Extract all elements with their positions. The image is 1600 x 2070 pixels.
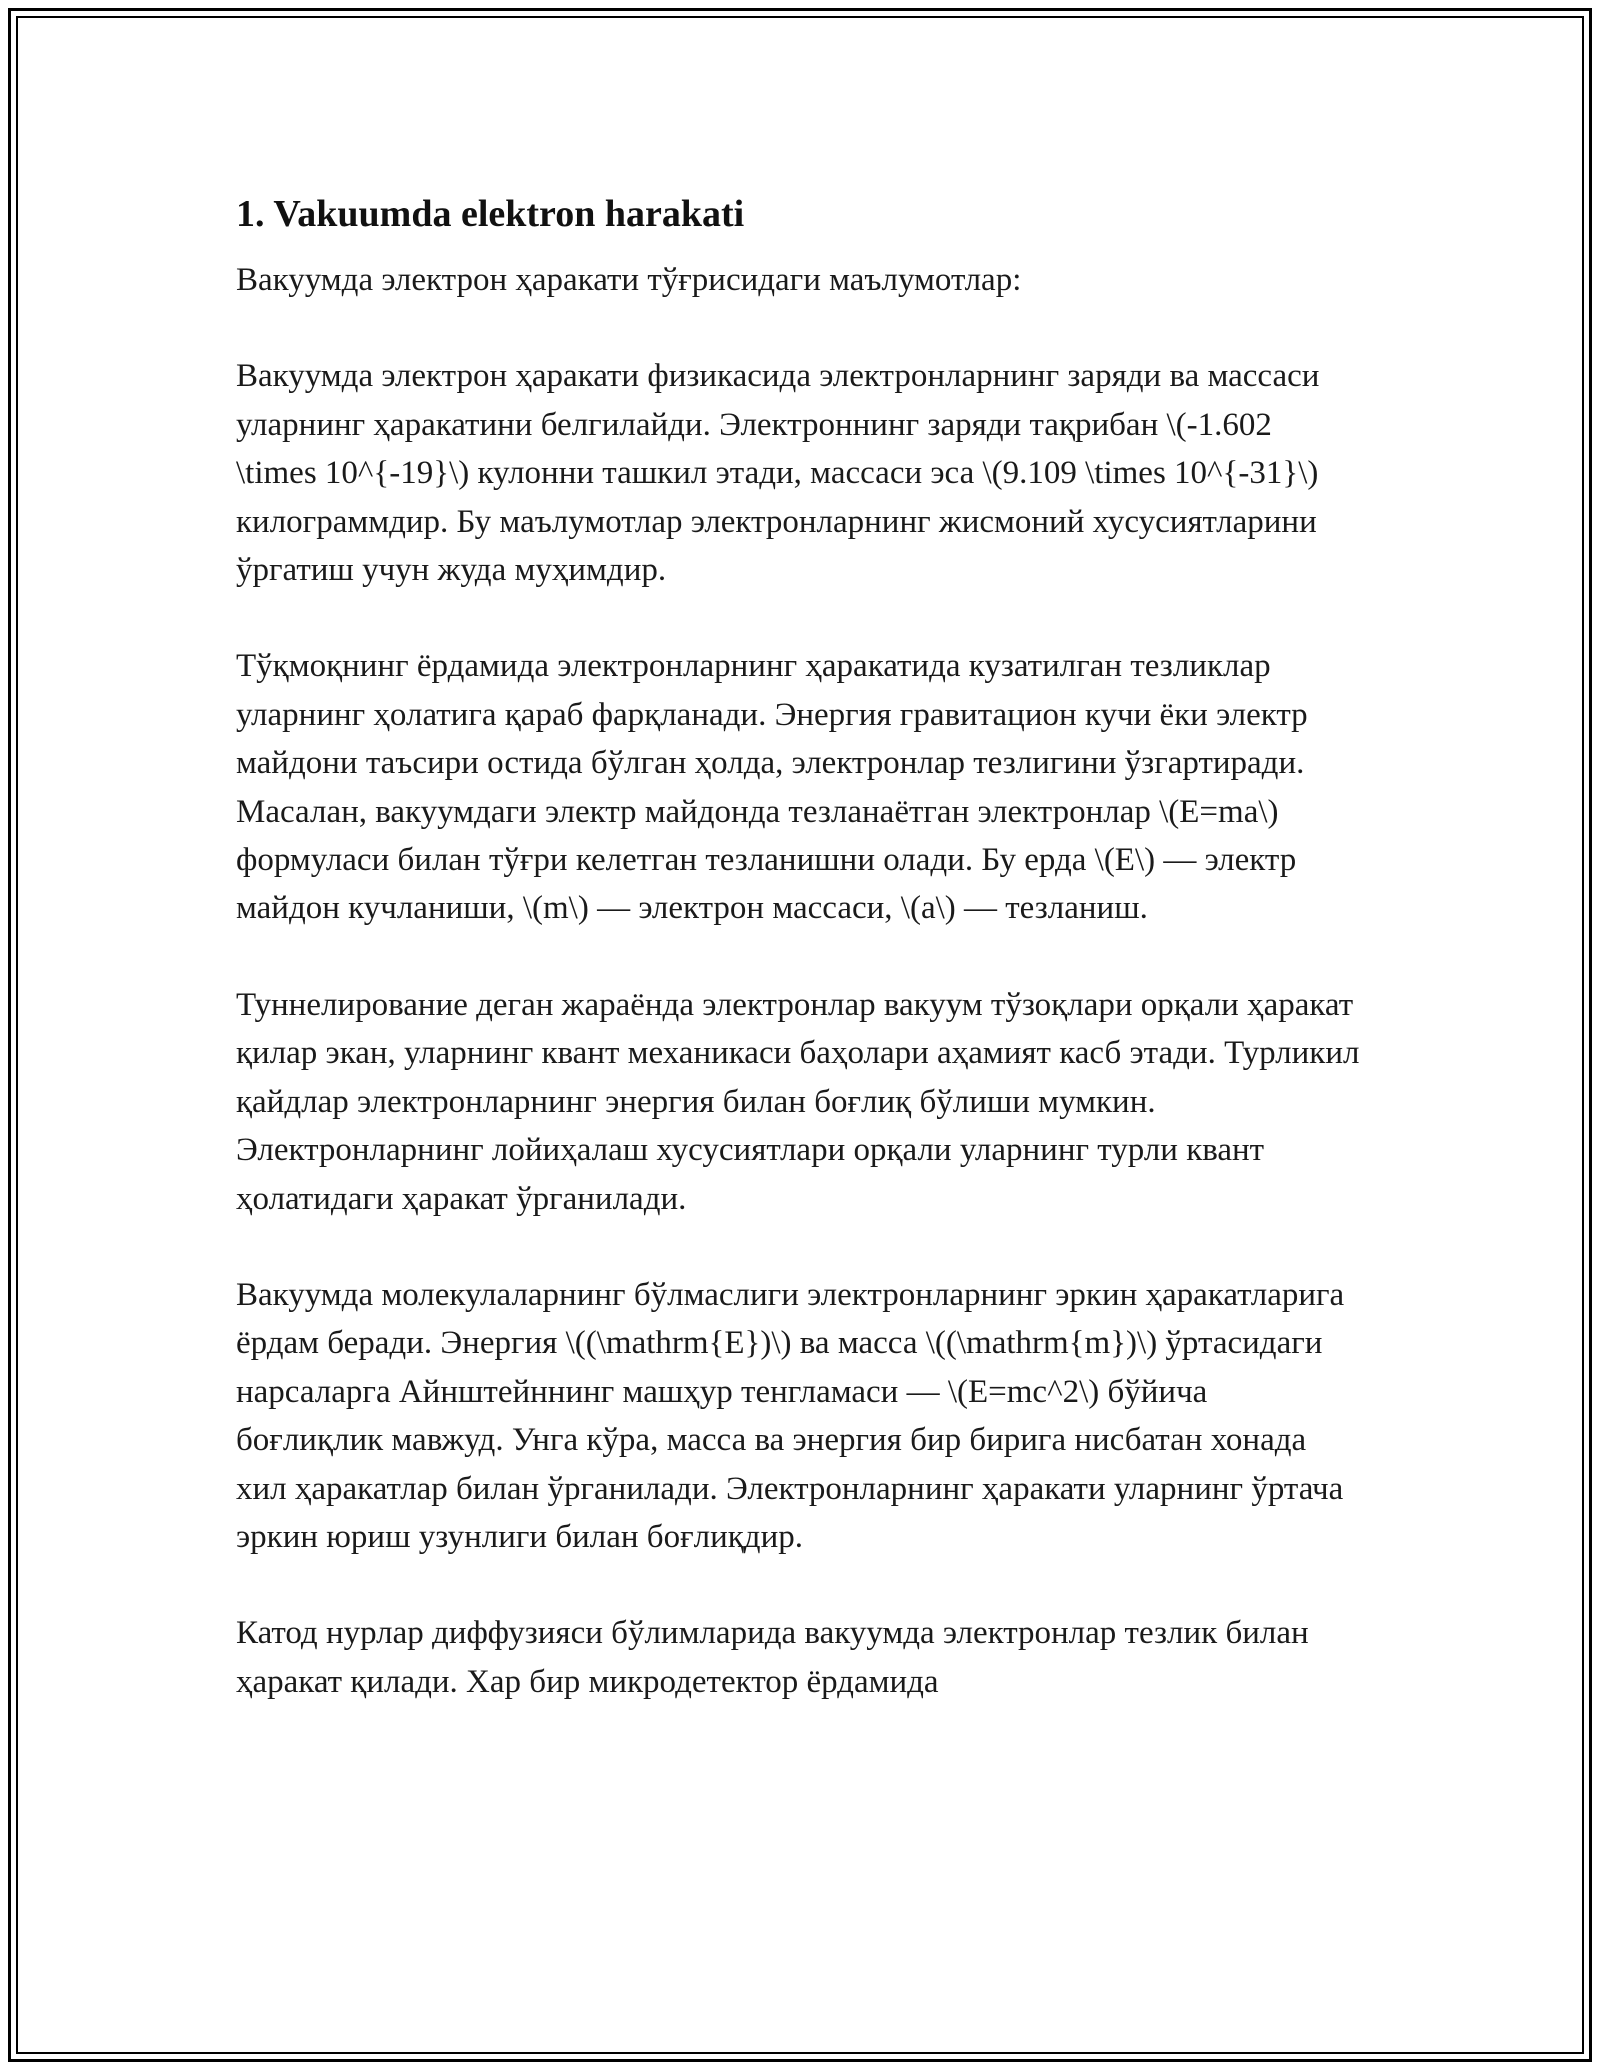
section-title: 1. Vakuumda elektron harakati: [236, 193, 745, 235]
paragraph-cathode-rays: Катод нурлар диффузияси бўлимларида вакуумда электронлар тезлик билан ҳаракат қилади. Хар бир микродетектор ёрдамида: [236, 1615, 1309, 1700]
paragraph-charge-mass: Вакуумда электрон ҳаракати физикасида электронларнинг заряди ва массаси уларнинг ҳаракатини белгилайди. Электроннинг заряди тақрибан \(-1.602 \times 10^{-19}\) кулонни ташкил этади, массаси эса \(9.109 \times 10^{-31}\) килограммдир. Бу маълумотлар электронларнинг жисмоний хусусиятларини ўргатиш учун жуда муҳимдир.: [236, 358, 1320, 589]
paragraph-intro: Вакуумда электрон ҳаракати тўғрисидаги маълумотлар:: [236, 262, 1022, 298]
paragraph-acceleration: Тўқмоқнинг ёрдамида электронларнинг ҳаракатида кузатилган тезликлар уларнинг ҳолатига қараб фарқланади. Энергия гравитацион кучи ёки электр майдони таъсири остида бўлган ҳолда, электронлар тезлигини ўзгартиради. Масалан, вакуумдаги электр майдонда тезланаётган электронлар \(E=ma\) формуласи билан тўғри келетган тезланишни олади. Бу ерда \(E\) — электр майдон кучланиши, \(m\) — электрон массаси, \(a\) — тезланиш.: [236, 648, 1308, 927]
paragraph-tunneling: Туннелирование деган жараёнда электронлар вакуум тўзоқлари орқали ҳаракат қилар экан, уларнинг квант механикаси баҳолари аҳамият касб этади. Турликил қайдлар электронларнинг энергия билан боғлиқ бўлиши мумкин. Электронларнинг лойиҳалаш хусусиятлари орқали уларнинг турли квант ҳолатидаги ҳаракат ўрганилади.: [236, 986, 1360, 1217]
paragraph-mass-energy: Вакуумда молекулаларнинг бўлмаслиги электронларнинг эркин ҳаракатларига ёрдам беради. Энергия \((\mathrm{E})\) ва масса \((\mathrm{m})\) ўртасидаги нарсаларга Айнштейннинг машҳур тенгламаси — \(E=mc^2\) бўйича боғлиқлик мавжуд. Унга кўра, масса ва энергия бир бирига нисбатан хонада хил ҳаракатлар билан ўрганилади. Электронларнинг ҳаракати уларнинг ўртача эркин юриш узунлиги билан боғлиқдир.: [236, 1276, 1345, 1555]
document-body: [236, 186, 1360, 1754]
